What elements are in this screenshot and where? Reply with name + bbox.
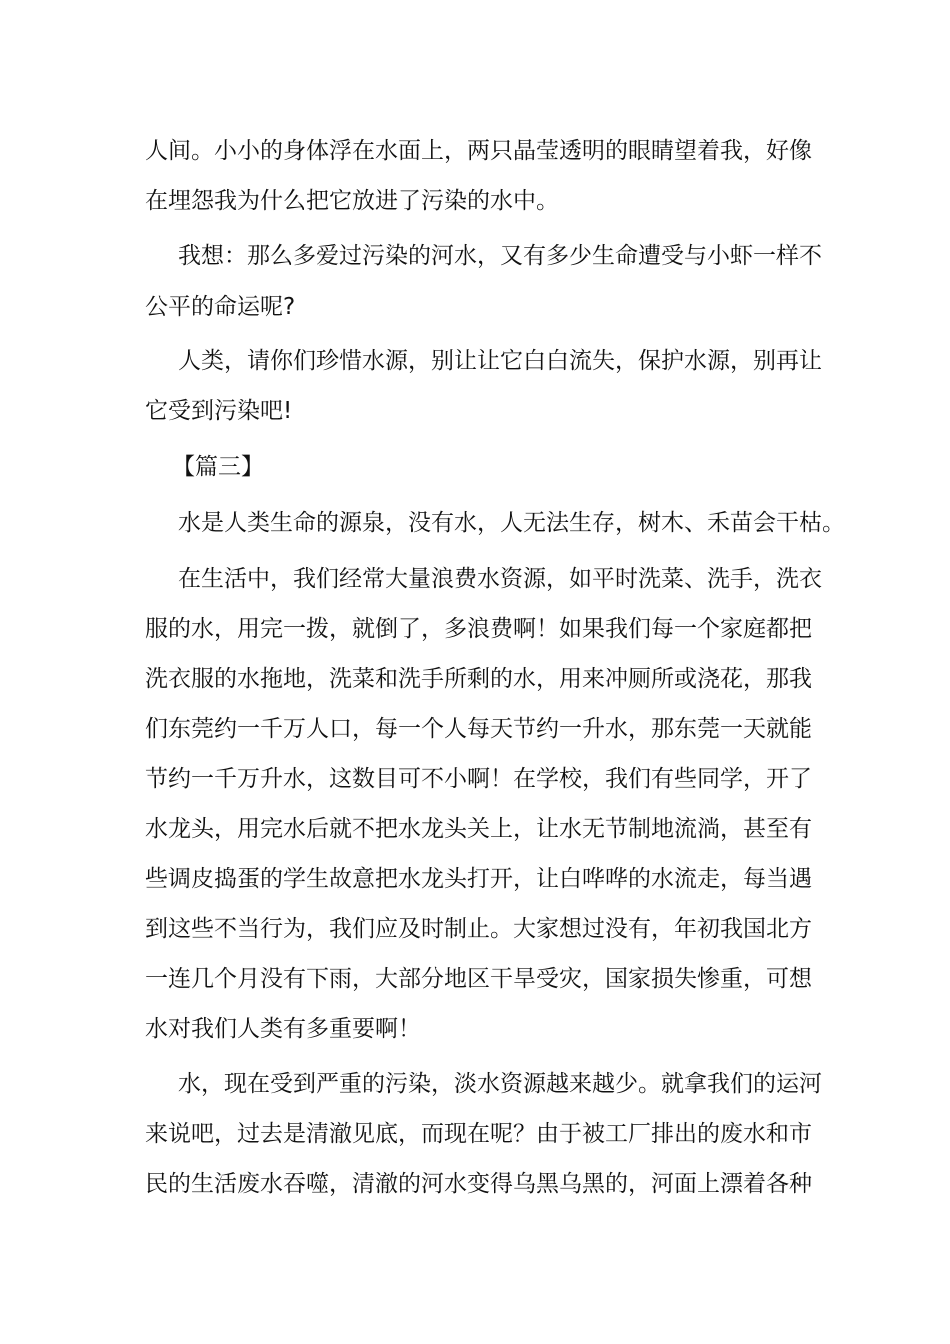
text-line: 我想：那么多爱过污染的河水，又有多少生命遭受与小虾一样不	[178, 243, 822, 269]
section-heading: 【篇三】	[172, 454, 264, 480]
text-line: 水，现在受到严重的污染，淡水资源越来越少。就拿我们的运河	[178, 1071, 822, 1097]
text-line: 些调皮捣蛋的学生故意把水龙头打开，让白哗哗的水流走，每当遇	[145, 866, 812, 892]
text-line: 节约一千万升水，这数目可不小啊！在学校，我们有些同学，开了	[145, 766, 812, 792]
text-line: 在埋怨我为什么把它放进了污染的水中。	[145, 188, 559, 214]
text-line: 来说吧，过去是清澈见底，而现在呢？由于被工厂排出的废水和市	[145, 1121, 812, 1147]
text-line: 水龙头，用完水后就不把水龙头关上，让水无节制地流淌，甚至有	[145, 816, 812, 842]
text-line: 公平的命运呢?	[145, 294, 296, 320]
text-line: 们东莞约一千万人口，每一个人每天节约一升水，那东莞一天就能	[145, 716, 812, 742]
text-line: 一连几个月没有下雨，大部分地区干旱受灾，国家损失惨重，可想	[145, 966, 812, 992]
text-line: 在生活中，我们经常大量浪费水资源，如平时洗菜、洗手，洗衣	[178, 566, 822, 592]
text-line: 水是人类生命的源泉，没有水，人无法生存，树木、禾苗会干枯。	[178, 510, 845, 536]
text-line: 洗衣服的水拖地，洗菜和洗手所剩的水，用来冲厕所或浇花，那我	[145, 666, 812, 692]
text-line: 服的水，用完一拨，就倒了，多浪费啊！如果我们每一个家庭都把	[145, 616, 812, 642]
text-line: 民的生活废水吞噬，清澈的河水变得乌黑乌黑的，河面上漂着各种	[145, 1171, 812, 1197]
text-line: 到这些不当行为，我们应及时制止。大家想过没有，年初我国北方	[145, 916, 812, 942]
text-line: 人间。小小的身体浮在水面上，两只晶莹透明的眼睛望着我，好像	[145, 138, 812, 164]
text-line: 它受到污染吧!	[145, 398, 293, 424]
text-line: 人类，请你们珍惜水源，别让让它白白流失，保护水源，别再让	[178, 348, 822, 374]
text-line: 水对我们人类有多重要啊！	[145, 1016, 421, 1042]
